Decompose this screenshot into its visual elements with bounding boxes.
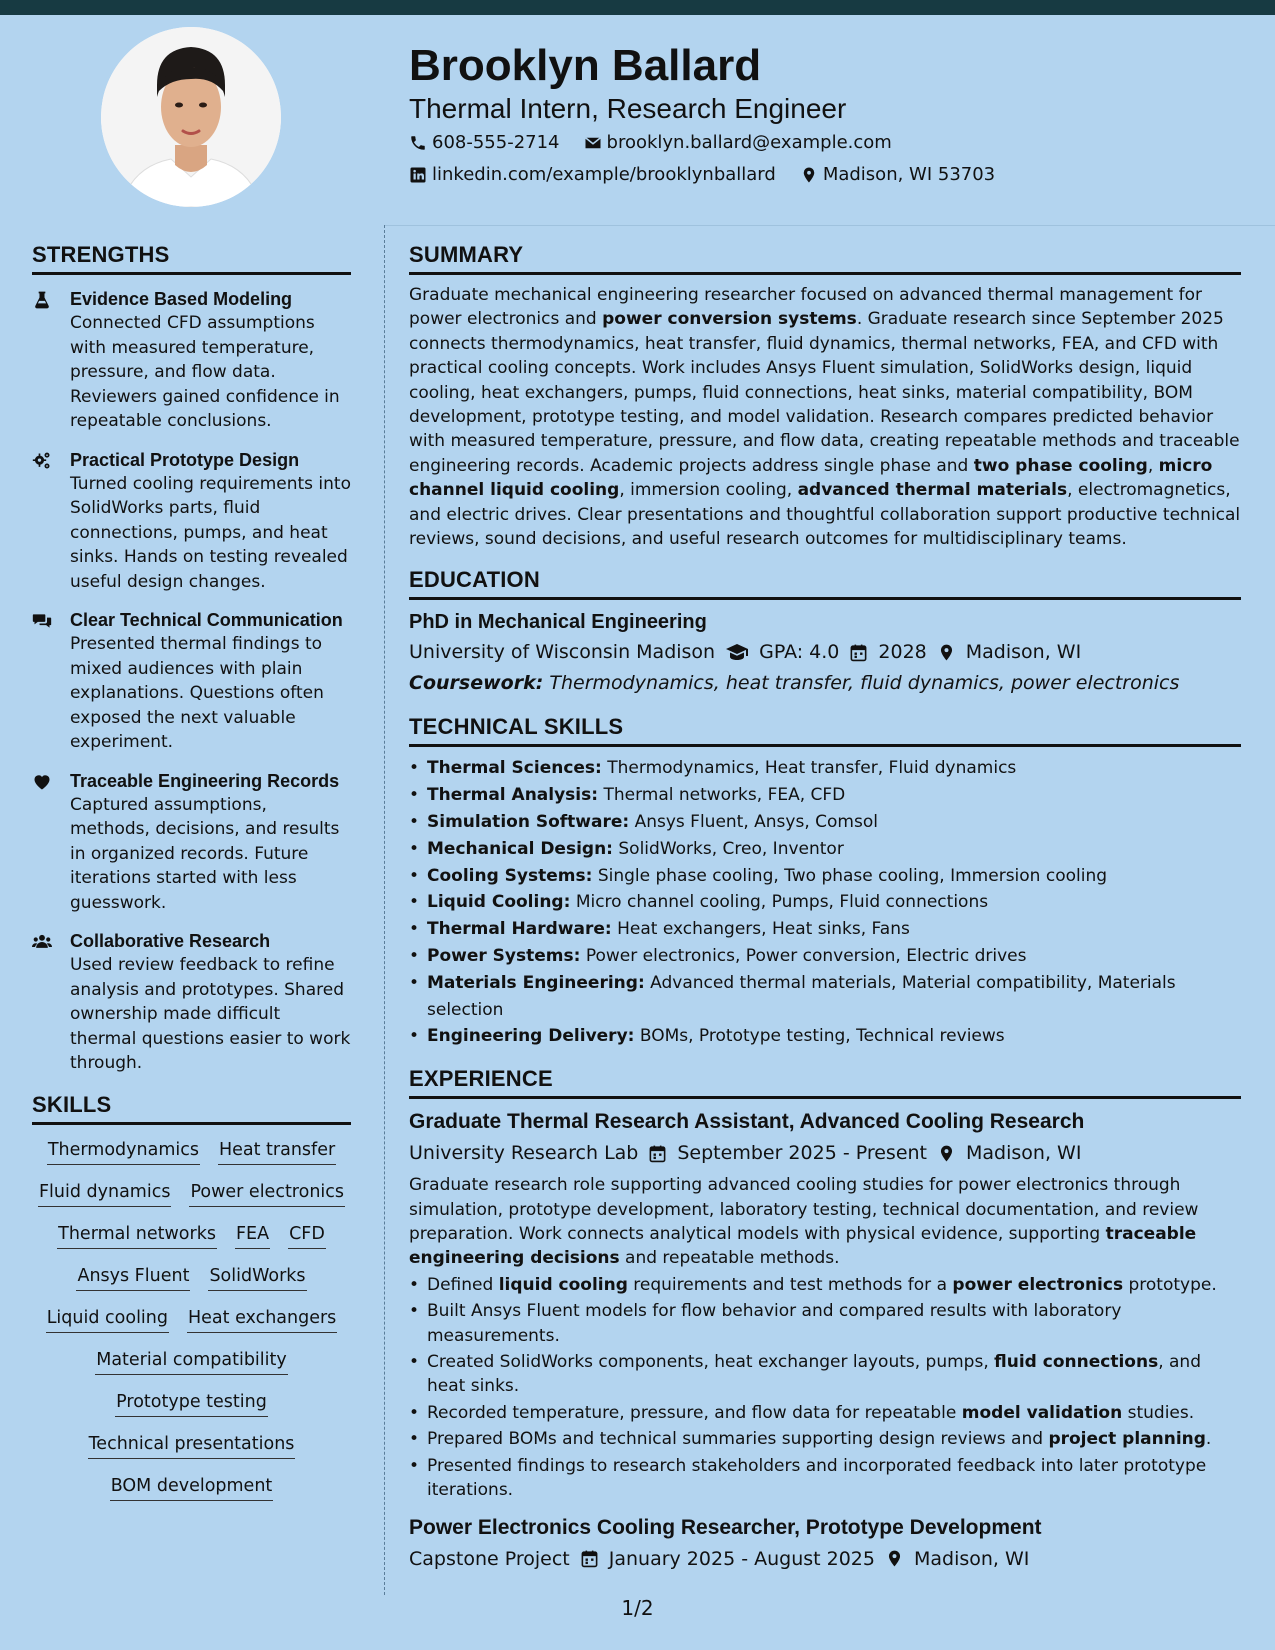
- job-dates: September 2025 - Present: [677, 1142, 928, 1165]
- left-column: [32, 240, 351, 1515]
- school-location: Madison, WI: [965, 641, 1082, 664]
- map-pin-icon: [937, 643, 956, 662]
- skill-tag: Fluid dynamics: [38, 1179, 171, 1207]
- contact-row-1: [409, 128, 1239, 158]
- skills-heading: SKILLS: [32, 1090, 351, 1125]
- list-item: [409, 755, 1241, 782]
- list-item: [409, 863, 1241, 890]
- top-bar: [0, 0, 1275, 15]
- skill-category: Thermal Sciences:: [427, 758, 602, 779]
- calendar-icon: [580, 1549, 599, 1568]
- phone-contact: [409, 128, 560, 158]
- skill-values: Single phase cooling, Two phase cooling, Immersion cooling: [597, 865, 1108, 886]
- calendar-icon: [648, 1144, 667, 1163]
- degree-title: PhD in Mechanical Engineering: [409, 611, 707, 634]
- strength-item: [32, 448, 351, 595]
- skill-tag: Power electronics: [189, 1179, 345, 1207]
- map-pin-icon: [800, 166, 818, 184]
- job-entry: [409, 1107, 1241, 1502]
- description-part: Graduate research role supporting advanced cooling studies for power electronics through simulation, prototype development, laboratory testing, technical documentation, and review preparation. Work connects analytical models with physical evidence, supporting: [409, 1175, 1199, 1245]
- graduation-year: 2028: [878, 641, 927, 664]
- strength-item: [32, 608, 351, 755]
- list-item: [409, 943, 1241, 970]
- job-title: Graduate Thermal Research Assistant, Advanced Cooling Research: [409, 1110, 1085, 1134]
- skill-values: SolidWorks, Creo, Inventor: [618, 838, 844, 859]
- coursework-line: [409, 668, 1241, 698]
- skills-section: [32, 1090, 351, 1501]
- skill-tag: Technical presentations: [88, 1431, 296, 1459]
- job-organization: Capstone Project: [409, 1547, 570, 1570]
- skill-category: Thermal Analysis:: [427, 785, 599, 806]
- skill-row: [32, 1305, 351, 1333]
- technical-skills-section: [409, 712, 1241, 1050]
- summary-section: [409, 240, 1241, 551]
- linkedin-link[interactable]: linkedin.com/example/brooklynballard: [432, 164, 776, 185]
- email-contact[interactable]: [584, 128, 892, 158]
- strengths-heading: STRENGTHS: [32, 240, 351, 275]
- skill-category: Thermal Hardware:: [427, 919, 612, 940]
- skill-row: [32, 1263, 351, 1291]
- skill-category: Engineering Delivery:: [427, 1026, 635, 1047]
- candidate-name: Brooklyn Ballard: [409, 41, 762, 90]
- list-item: [409, 836, 1241, 863]
- strength-text: Used review feedback to refine analysis and prototypes. Shared ownership made difficult thermal questions easier to work through.: [70, 955, 351, 1073]
- skill-values: Heat exchangers, Heat sinks, Fans: [617, 919, 910, 940]
- strength-item: [32, 769, 351, 916]
- list-item: • Created SolidWorks components, heat exchanger layouts, pumps, fluid connections, and heat sinks.: [409, 1350, 1241, 1399]
- skill-values: Thermal networks, FEA, CFD: [603, 785, 846, 806]
- skill-values: BOMs, Prototype testing, Technical reviews: [639, 1026, 1005, 1047]
- skill-tag: CFD: [288, 1221, 326, 1249]
- skill-tag: Material compatibility: [95, 1347, 288, 1375]
- users-icon: [32, 932, 52, 952]
- skill-row: [32, 1389, 351, 1417]
- job-bullets: [409, 1273, 1241, 1503]
- job-dates: January 2025 - August 2025: [608, 1547, 875, 1570]
- map-pin-icon: [937, 1144, 956, 1163]
- skill-row: [32, 1431, 351, 1459]
- summary-text: [409, 283, 1241, 551]
- skill-category: Mechanical Design:: [427, 838, 613, 859]
- heart-icon: [32, 772, 52, 792]
- contact-row-2: [409, 160, 1239, 190]
- experience-heading: EXPERIENCE: [409, 1064, 1241, 1099]
- summary-part: , immersion cooling,: [619, 480, 798, 501]
- skill-row: [32, 1179, 351, 1207]
- list-item: [409, 1023, 1241, 1050]
- skill-tag: Liquid cooling: [46, 1305, 169, 1333]
- strength-text: Turned cooling requirements into SolidWorks parts, fluid connections, pumps, and heat sinks. Hands on testing revealed useful design changes.: [70, 473, 351, 592]
- skill-category: Cooling Systems:: [427, 865, 593, 886]
- header-divider: [384, 225, 1275, 226]
- skill-category: Liquid Cooling:: [427, 892, 571, 913]
- education-heading: EDUCATION: [409, 565, 1241, 600]
- skill-tag: BOM development: [110, 1473, 274, 1501]
- linkedin-contact[interactable]: [409, 160, 776, 190]
- job-meta: [409, 1137, 1241, 1169]
- coursework-label: Coursework:: [409, 672, 544, 695]
- strength-title: Evidence Based Modeling: [70, 289, 293, 309]
- phone-icon: [409, 134, 427, 152]
- skill-row: [32, 1347, 351, 1375]
- resume-header: [409, 40, 1239, 190]
- column-divider: [384, 225, 385, 1595]
- flask-icon: [32, 290, 52, 310]
- strength-item: [32, 287, 351, 434]
- summary-heading: SUMMARY: [409, 240, 1241, 275]
- skill-values: Thermodynamics, Heat transfer, Fluid dynamics: [607, 758, 1017, 779]
- description-emphasis: traceable engineering decisions: [409, 1224, 1197, 1269]
- page-number: 1/2: [621, 1596, 654, 1620]
- email-link[interactable]: brooklyn.ballard@example.com: [606, 132, 892, 153]
- gpa-text: GPA: 4.0: [759, 641, 840, 664]
- list-item: • Built Ansys Fluent models for flow behavior and compared results with laboratory measurements.: [409, 1299, 1241, 1348]
- job-organization: University Research Lab: [409, 1142, 639, 1165]
- strength-text: Connected CFD assumptions with measured temperature, pressure, and flow data. Reviewers gained confidence in repeatable conclusions.: [70, 313, 340, 431]
- summary-part: , electromagnetics, and electric drives. Clear presentations and thoughtful collaboration support productive technical reviews, sound decisions, and useful research outcomes for multidisciplinary teams.: [409, 480, 1241, 550]
- strength-item: [32, 929, 351, 1076]
- skill-values: Micro channel cooling, Pumps, Fluid connections: [575, 892, 989, 913]
- education-meta: [409, 636, 1241, 668]
- skill-tag: Thermal networks: [57, 1221, 217, 1249]
- skill-tag: Prototype testing: [115, 1389, 268, 1417]
- experience-section: [409, 1064, 1241, 1574]
- skill-category: Materials Engineering:: [427, 972, 645, 993]
- list-item: [409, 970, 1241, 1024]
- map-pin-icon: [885, 1549, 904, 1568]
- technical-skills-list: [409, 755, 1241, 1050]
- linkedin-icon: [409, 166, 427, 184]
- summary-emphasis: advanced thermal materials: [797, 480, 1068, 501]
- list-item: [409, 916, 1241, 943]
- skill-tag: Thermodynamics: [47, 1137, 200, 1165]
- skill-row: [32, 1137, 351, 1165]
- job-entry: [409, 1513, 1241, 1575]
- strength-title: Clear Technical Communication: [70, 610, 343, 630]
- list-item: • Presented findings to research stakeholders and incorporated feedback into later prototype iterations.: [409, 1454, 1241, 1503]
- location-contact: [800, 160, 995, 190]
- strength-title: Collaborative Research: [70, 931, 271, 951]
- job-location: Madison, WI: [913, 1547, 1030, 1570]
- strength-text: Presented thermal findings to mixed audiences with plain explanations. Questions often exposed the next valuable experiment.: [70, 634, 324, 752]
- skill-values: Advanced thermal materials, Material compatibility, Materials selection: [427, 972, 1176, 1020]
- skill-values: Ansys Fluent, Ansys, Comsol: [634, 812, 878, 833]
- skill-tag: SolidWorks: [208, 1263, 306, 1291]
- list-item: • Defined liquid cooling requirements and test methods for a power electronics prototype.: [409, 1273, 1241, 1297]
- skill-row: [32, 1221, 351, 1249]
- list-item: [409, 889, 1241, 916]
- summary-part: . Graduate research since September 2025 connects thermodynamics, heat transfer, fluid dynamics, thermal networks, FEA, and CFD with practical cooling concepts. Work includes Ansys Fluent simulation, SolidWorks design, liquid cooling, heat exchangers, pumps, fluid connections, heat sinks, material compatibility, BOM development, prototype testing, and model validation. Research compares predicted behavior with measured temperature, pressure, and flow data, creating repeatable methods and traceable engineering records. Academic projects address single phase and: [409, 309, 1240, 476]
- skill-tag: FEA: [235, 1221, 270, 1249]
- summary-part: ,: [1147, 455, 1159, 476]
- list-item: [409, 782, 1241, 809]
- skill-row: [32, 1473, 351, 1501]
- job-description: [409, 1173, 1241, 1271]
- summary-emphasis: power conversion systems: [602, 309, 857, 330]
- job-title: Power Electronics Cooling Researcher, Prototype Development: [409, 1515, 1042, 1539]
- list-item: [409, 809, 1241, 836]
- gears-icon: [32, 451, 52, 471]
- school-name: University of Wisconsin Madison: [409, 641, 716, 664]
- coursework-text: Thermodynamics, heat transfer, fluid dynamics, power electronics: [549, 672, 1180, 695]
- skill-tag: Ansys Fluent: [76, 1263, 190, 1291]
- summary-emphasis: micro channel liquid cooling: [409, 455, 1213, 501]
- summary-emphasis: two phase cooling: [973, 455, 1148, 476]
- comments-icon: [32, 611, 52, 631]
- location-text: Madison, WI 53703: [822, 164, 996, 185]
- strength-text: Captured assumptions, methods, decisions, and results in organized records. Future iterations started with less guesswork.: [70, 794, 340, 913]
- portrait-illustration: [101, 27, 281, 207]
- phone-text: 608-555-2714: [432, 132, 560, 153]
- skill-category: Power Systems:: [427, 946, 581, 967]
- graduation-cap-icon: [725, 640, 749, 664]
- strength-title: Practical Prototype Design: [70, 449, 300, 470]
- skill-values: Power electronics, Power conversion, Electric drives: [585, 946, 1027, 967]
- technical-skills-heading: TECHNICAL SKILLS: [409, 712, 1241, 747]
- summary-part: Graduate mechanical engineering researcher focused on advanced thermal management for power electronics and: [409, 285, 1202, 330]
- description-part: and repeatable methods.: [619, 1248, 840, 1269]
- skill-tag: Heat exchangers: [187, 1305, 337, 1333]
- calendar-icon: [849, 643, 868, 662]
- strength-title: Traceable Engineering Records: [70, 770, 340, 791]
- strengths-section: [32, 240, 351, 1076]
- education-section: [409, 565, 1241, 698]
- job-location: Madison, WI: [966, 1142, 1082, 1165]
- profile-photo: [101, 27, 281, 207]
- list-item: • Recorded temperature, pressure, and flow data for repeatable model validation studies.: [409, 1401, 1241, 1425]
- job-meta: [409, 1543, 1241, 1575]
- right-column: [409, 240, 1241, 1589]
- skill-tag: Heat transfer: [218, 1137, 336, 1165]
- envelope-icon: [584, 134, 602, 152]
- skill-category: Simulation Software:: [427, 812, 630, 833]
- list-item: • Prepared BOMs and technical summaries supporting design reviews and project planning.: [409, 1427, 1241, 1451]
- candidate-title: Thermal Intern, Research Engineer: [409, 93, 847, 124]
